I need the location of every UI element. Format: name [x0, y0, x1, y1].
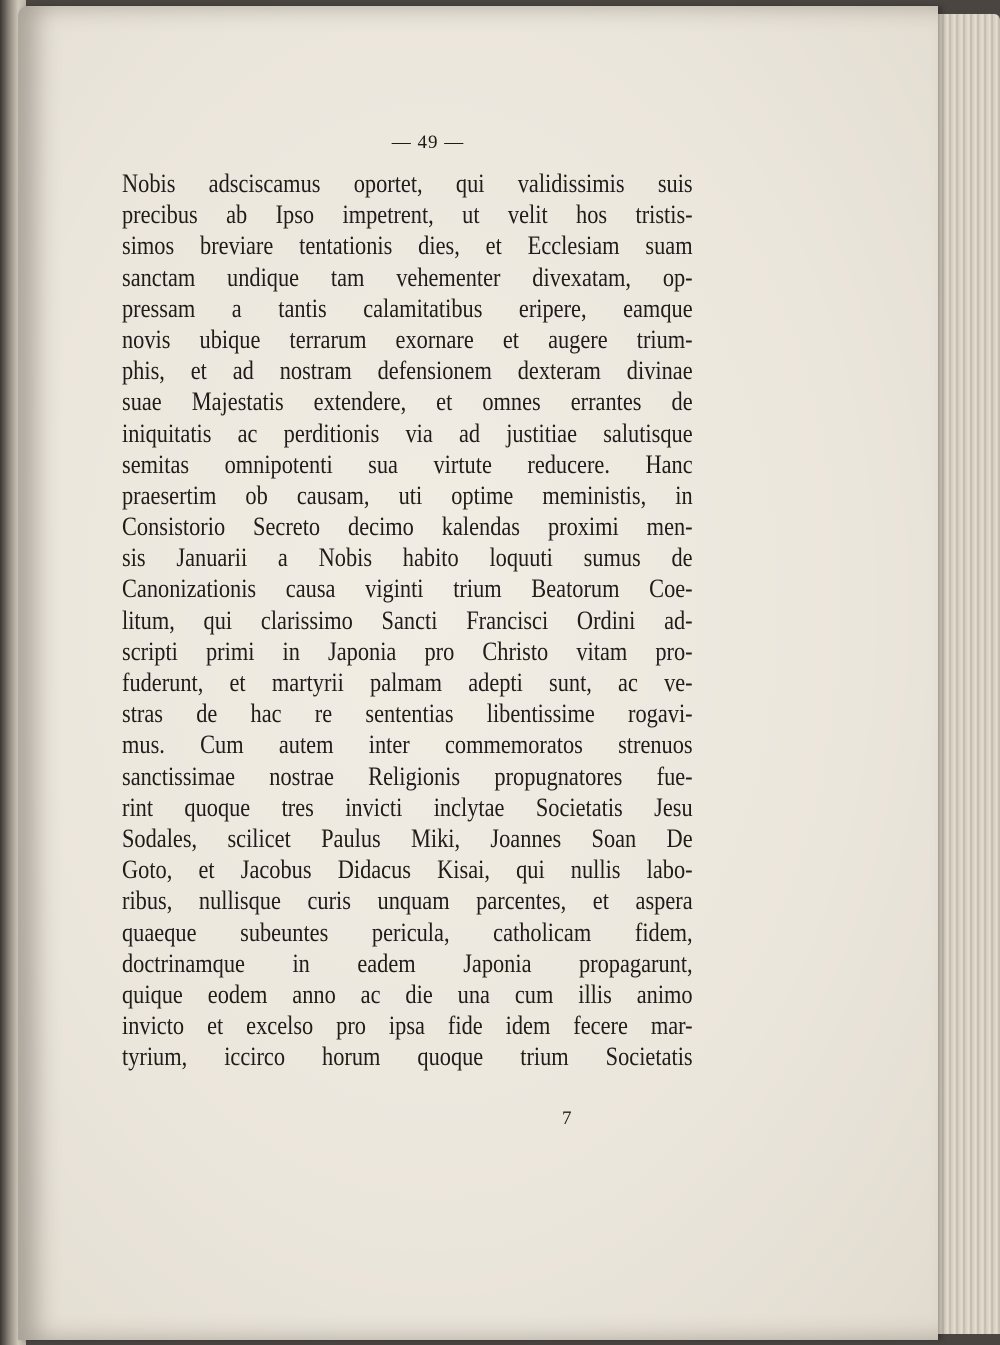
- text-line: precibus ab Ipso impetrent, ut velit hos tristis-: [122, 200, 693, 230]
- page-number-header: — 49 —: [391, 132, 465, 153]
- body-text: [122, 168, 694, 1072]
- text-line: stras de hac re sententias libentissime rogavi-: [122, 699, 693, 729]
- book-page: [18, 6, 938, 1340]
- text-line: praesertim ob causam, uti optime meministis, in: [122, 480, 693, 510]
- text-line: sanctissimae nostrae Religionis propugnatores fue-: [122, 761, 693, 791]
- text-line: sis Januarii a Nobis habito loquuti sumus de: [122, 543, 693, 573]
- text-line: phis, et ad nostram defensionem dexteram divinae: [122, 356, 693, 386]
- text-line: litum, qui clarissimo Sancti Francisci Ordini ad-: [122, 605, 693, 635]
- signature-mark: 7: [562, 1108, 572, 1129]
- text-line: novis ubique terrarum exornare et augere trium-: [122, 324, 693, 354]
- text-line: Consistorio Secreto decimo kalendas proximi men-: [122, 512, 693, 542]
- text-line: fuderunt, et martyrii palmam adepti sunt, ac ve-: [122, 668, 693, 697]
- text-line: suae Majestatis extendere, et omnes errantes de: [122, 387, 693, 417]
- text-line: ribus, nullisque curis unquam parcentes, et aspera: [122, 886, 693, 916]
- text-line: tyrium, iccirco horum quoque trium Societatis: [122, 1042, 693, 1072]
- text-line: iniquitatis ac perditionis via ad justitiae salutisque: [122, 418, 693, 448]
- text-line: Canonizationis causa viginti trium Beatorum Coe-: [122, 574, 693, 604]
- text-line: rint quoque tres invicti inclytae Societatis Jesu: [122, 792, 693, 822]
- text-line: quique eodem anno ac die una cum illis animo: [122, 979, 693, 1009]
- text-line: Goto, et Jacobus Didacus Kisai, qui nullis labo-: [122, 855, 693, 885]
- text-line: sanctam undique tam vehementer divexatam, op-: [122, 262, 693, 292]
- text-line: simos breviare tentationis dies, et Ecclesiam suam: [122, 231, 693, 261]
- text-line: doctrinamque in eadem Japonia propagarunt,: [122, 948, 693, 978]
- text-line: mus. Cum autem inter commemoratos strenuos: [122, 730, 693, 760]
- text-line: Nobis adsciscamus oportet, qui validissimis suis: [122, 169, 693, 198]
- text-line: semitas omnipotenti sua virtute reducere. Hanc: [122, 449, 693, 479]
- text-line: quaeque subeuntes pericula, catholicam fidem,: [122, 917, 693, 947]
- text-line: Sodales, scilicet Paulus Miki, Joannes Soan De: [122, 823, 693, 853]
- text-line: pressam a tantis calamitatibus eripere, eamque: [122, 293, 693, 323]
- text-line: invicto et excelso pro ipsa fide idem fecere mar-: [122, 1011, 693, 1041]
- text-line: scripti primi in Japonia pro Christo vitam pro-: [122, 636, 693, 666]
